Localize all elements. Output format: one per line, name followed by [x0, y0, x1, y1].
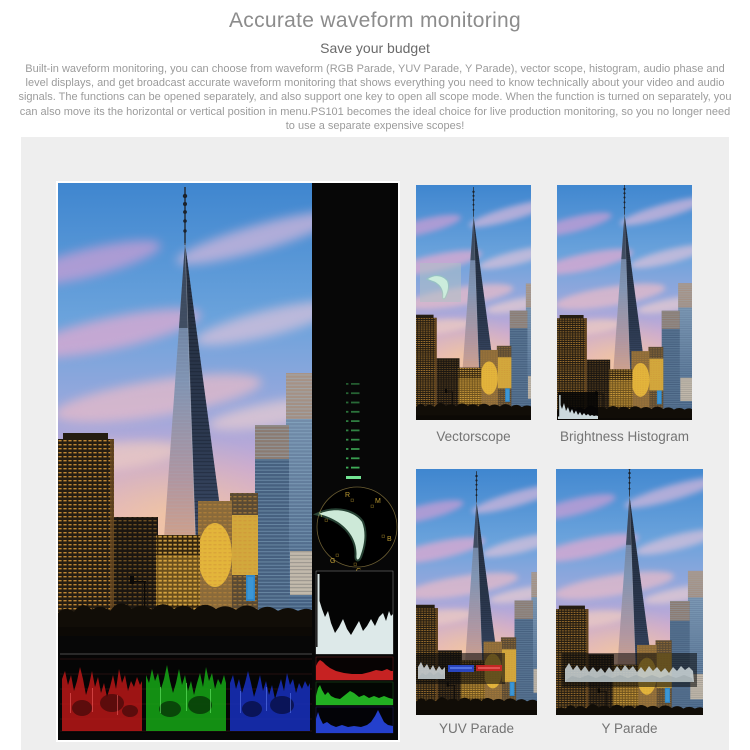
thumb-brightness-histogram	[557, 185, 692, 444]
brightness-histogram-overlay	[557, 185, 692, 420]
thumb-label-brightness-histogram: Brightness Histogram	[559, 429, 690, 444]
header	[0, 0, 750, 133]
vectorscope-label-y: Y	[319, 512, 324, 519]
vectorscope-overlay	[416, 185, 531, 420]
luma-histogram	[316, 571, 393, 654]
blue-histogram	[316, 707, 393, 733]
vectorscope-label-r: R	[345, 492, 351, 499]
red-histogram	[316, 657, 393, 680]
page-description: Built-in waveform monitoring, you can choose from waveform (RGB Parade, YUV Parade, Y Parade), vector scope, histogram, audio phase and level displays, and get broadcast accurate waveform monitoring that shows everything you need to know technically about your video and audio signals. The functions can be opened separately, and also support one key to open all scope mode. When the function is turned on separately, you can also move its the horizontal or vertical position in menu.PS101 becomes the ideal choice for live production monitoring, so you no longer need to use a separate expensive scopes!	[18, 63, 732, 132]
vectorscope-label-m: M	[375, 498, 381, 505]
y-parade-overlay	[556, 469, 703, 715]
audio-level-meter	[346, 383, 361, 479]
monitor-preview	[58, 183, 398, 740]
thumb-vectorscope	[416, 185, 531, 444]
page-title: Accurate waveform monitoring	[228, 9, 521, 32]
rgb-parade	[60, 653, 312, 733]
green-histogram	[316, 682, 393, 705]
vectorscope-display	[317, 487, 397, 575]
thumb-y-parade	[556, 469, 703, 736]
vectorscope-label-g: G	[330, 558, 336, 565]
thumb-yuv-parade	[416, 469, 537, 736]
thumb-label-vectorscope: Vectorscope	[436, 429, 511, 444]
scope-displays	[58, 183, 398, 740]
page-subtitle: Save your budget	[320, 40, 430, 56]
thumb-label-yuv-parade: YUV Parade	[438, 721, 515, 736]
vectorscope-label-b: B	[387, 536, 392, 543]
thumb-label-y-parade: Y Parade	[601, 721, 658, 736]
yuv-parade-overlay	[416, 469, 537, 715]
